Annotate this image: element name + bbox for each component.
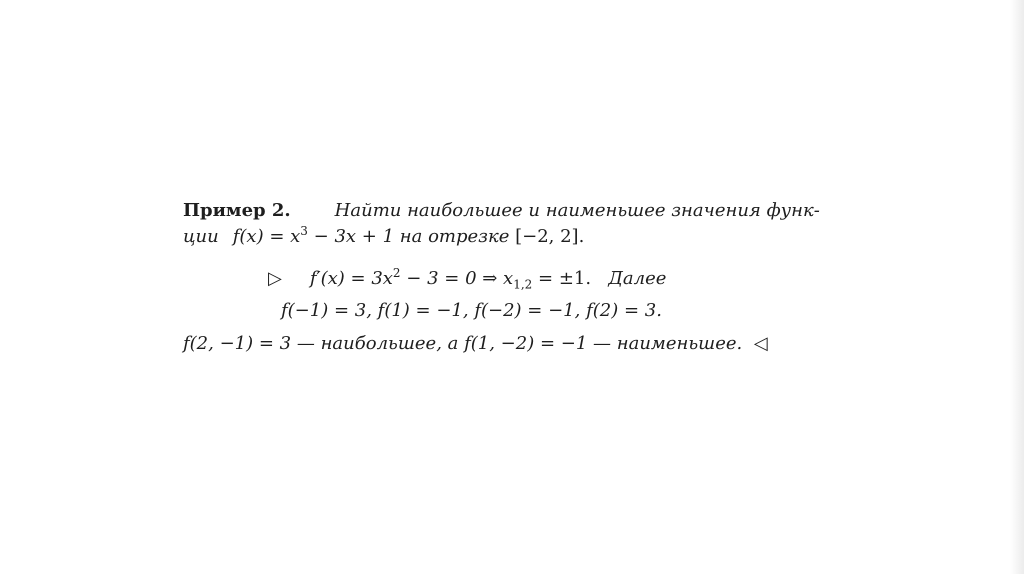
solution-end-marker: ◁ — [753, 333, 768, 354]
function-values: f(−1) = 3, f(1) = −1, f(−2) = −1, f(2) = 3. — [281, 300, 662, 321]
values-line — [281, 300, 662, 322]
roots-subscript: 1,2 — [513, 277, 533, 292]
segment-interval: [−2, 2]. — [515, 226, 585, 247]
next-word: Далее — [608, 268, 667, 289]
function-lhs: f(x) = x — [232, 226, 301, 247]
derivative-line — [268, 268, 666, 290]
function-rhs: − 3x + 1 — [307, 226, 395, 247]
page-edge-shadow — [1010, 0, 1024, 574]
segment-text: на отрезке — [394, 226, 516, 247]
task-text-prefix: ции — [183, 226, 219, 247]
derivative-lhs: f′(x) = 3x — [309, 268, 393, 289]
derivative-rhs: − 3 = 0 ⇒ x — [400, 268, 514, 289]
example-heading: Пример 2. — [183, 200, 291, 221]
task-line2 — [183, 226, 584, 248]
function-exponent: 3 — [300, 224, 308, 238]
derivative-exponent: 2 — [392, 266, 401, 280]
example-title-line — [183, 200, 820, 222]
task-text-line1: Найти наибольшее и наименьшее значения функ- — [334, 200, 820, 221]
max-expression: f(2, −1) = 3 — [183, 333, 292, 354]
solution-start-marker: ▷ — [268, 268, 282, 289]
conclusion-line — [183, 333, 768, 355]
min-text: — наименьшее. — [587, 333, 743, 354]
min-expression: f(1, −2) = −1 — [464, 333, 588, 354]
roots-value: = ±1. — [532, 268, 592, 289]
max-text: — наибольшее, а — [291, 333, 465, 354]
